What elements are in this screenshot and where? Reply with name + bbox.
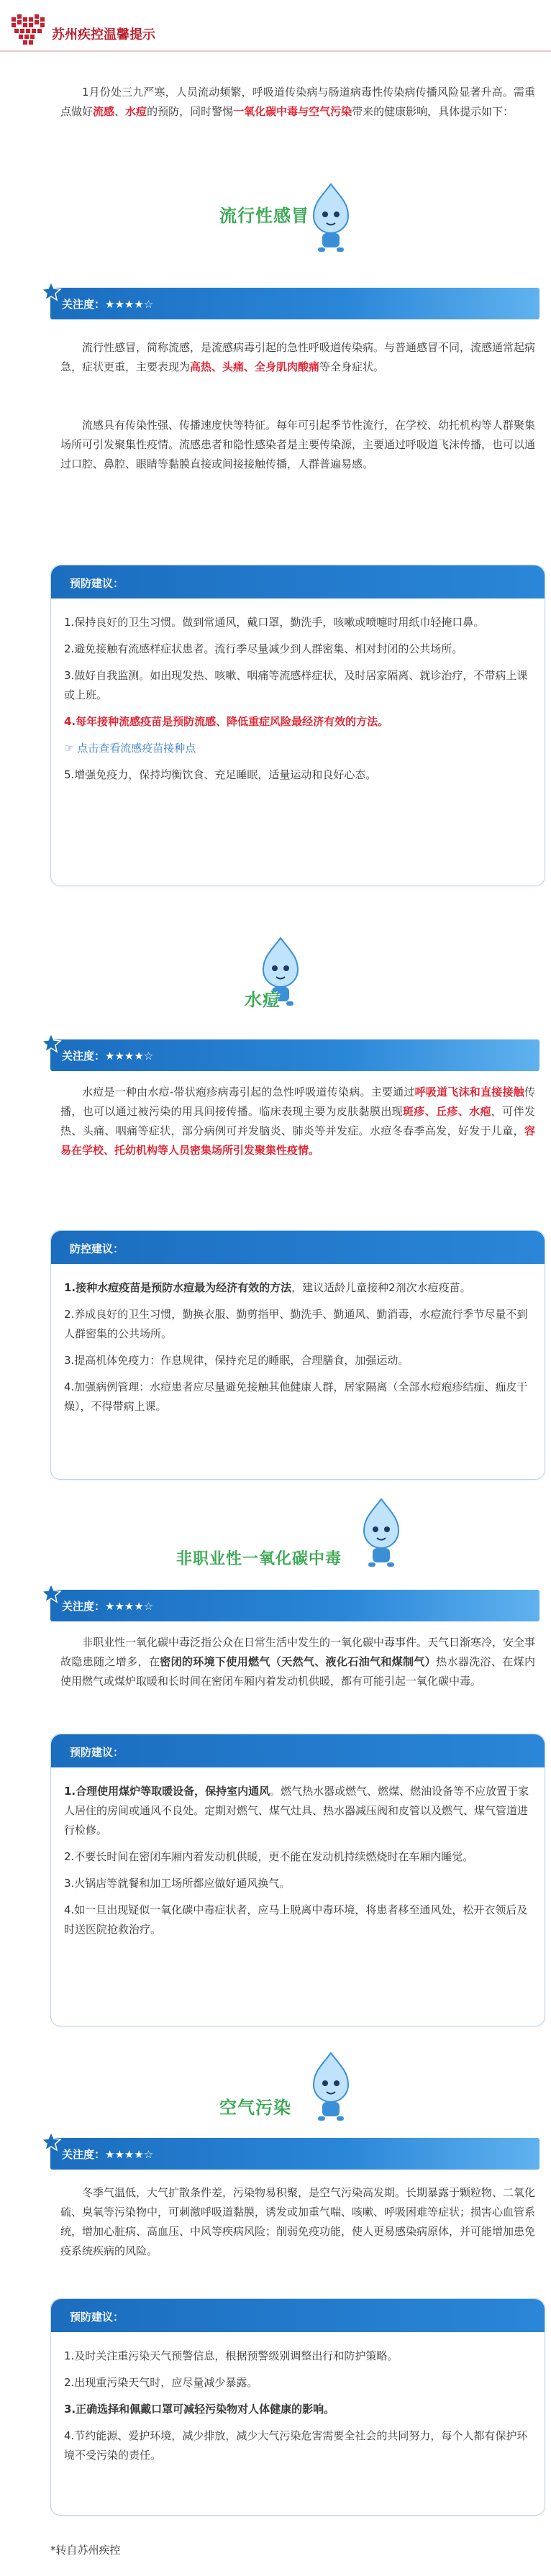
advice-header bbox=[51, 2299, 545, 2332]
focus-bar-air bbox=[50, 2138, 539, 2170]
star-badge-icon bbox=[40, 1032, 62, 1054]
advice-list bbox=[64, 613, 532, 792]
flu-paragraph-1: 流行性感冒，简称流感，是流感病毒引起的急性呼吸道传染病。与普通感冒不同，流感通常起病急，症状更重，主要表现为高热、头痛、全身肌肉酸痛等全身症状。 bbox=[60, 341, 536, 373]
header-divider bbox=[0, 50, 551, 52]
advice-header bbox=[51, 1231, 545, 1264]
mascot-icon bbox=[302, 181, 360, 253]
advice-item: 1.接种水痘疫苗是预防水痘最为经济有效的方法，建议适龄儿童接种2剂次水痘疫苗。 bbox=[64, 1281, 471, 1294]
advice-list bbox=[64, 2347, 532, 2472]
co-paragraph: 非职业性一氧化碳中毒泛指公众在日常生活中发生的一氧化碳中毒事件。天气日渐寒冷，安全事故隐患随之增多，在密闭的环境下使用燃气（天然气、液化石油气和煤制气）热水器洗浴、在煤内使用燃气或煤炉取暖和长时间在密闭车厢内着发动机供暖，都有可能引起一氧化碳中毒。 bbox=[60, 1636, 536, 1688]
star-badge-icon bbox=[40, 281, 62, 302]
advice-item: 1.及时关注重污染天气预警信息，根据预警级别调整出行和防护策略。 bbox=[64, 2349, 399, 2362]
advice-item: 3.正确选择和佩戴口罩可减轻污染物对人体健康的影响。 bbox=[64, 2403, 335, 2416]
section-title-co: 非职业性一氧化碳中毒 bbox=[176, 1550, 342, 1568]
advice-box-flu bbox=[50, 565, 545, 886]
advice-title: 预防建议： bbox=[70, 1746, 124, 1759]
advice-item: 3.做好自我监测。如出现发热、咳嗽、咽痛等流感样症状，及时居家隔离、就诊治疗，不带病上课或上班。 bbox=[64, 669, 528, 701]
focus-rating: 关注度：★★★★☆ bbox=[62, 1050, 154, 1062]
advice-item: 2.不要长时间在密闭车厢内着发动机供暖，更不能在发动机持续燃烧时在车厢内睡觉。 bbox=[64, 1850, 474, 1863]
advice-header bbox=[51, 1734, 545, 1767]
advice-box-co bbox=[50, 1734, 545, 2026]
advice-list bbox=[64, 1782, 532, 1947]
mascot-icon bbox=[302, 2050, 360, 2122]
page-title: 苏州疾控温馨提示 bbox=[52, 27, 155, 42]
intro-paragraph: 1月份处三九严寒，人员流动频繁，呼吸道传染病与肠道病毒性传染病传播风险显著升高。需重点做好流感、水痘的预防，同时警惕一氧化碳中毒与空气污染带来的健康影响，具体提示如下： bbox=[60, 86, 535, 118]
advice-item-vaccine: 4.每年接种流感疫苗是预防流感、降低重症风险最经济有效的方法。 bbox=[64, 715, 389, 728]
advice-title: 预防建议： bbox=[70, 2311, 124, 2324]
vaccine-site-link[interactable]: ☞ 点击查看流感疫苗接种点 bbox=[64, 742, 196, 755]
section-title-flu: 流行性感冒 bbox=[219, 206, 309, 226]
source-note: *转自苏州疾控 bbox=[50, 2544, 121, 2557]
heart-logo-icon bbox=[7, 10, 46, 49]
advice-item: 3.火锅店等就餐和加工场所都应做好通风换气。 bbox=[64, 1877, 291, 1890]
advice-title: 预防建议： bbox=[70, 577, 124, 590]
advice-item: 5.增强免疫力，保持均衡饮食、充足睡眠，适量运动和良好心态。 bbox=[64, 768, 377, 781]
focus-rating: 关注度：★★★★☆ bbox=[62, 2148, 154, 2161]
mascot-icon bbox=[352, 1496, 410, 1568]
advice-header bbox=[51, 565, 545, 599]
section-title-air: 空气污染 bbox=[219, 2098, 291, 2118]
advice-item: 1.合理使用煤炉等取暖设备，保持室内通风。燃气热水器或燃气、燃煤、燃油设备等不应放置于家人居住的房间或通风不良处。定期对燃气、煤气灶具、热水器减压阀和皮管以及燃气、煤气管道进行检修。 bbox=[64, 1785, 529, 1837]
advice-list bbox=[64, 1278, 532, 1424]
advice-title: 防控建议： bbox=[70, 1242, 124, 1255]
advice-item: 3.提高机体免疫力：作息规律，保持充足的睡眠，合理膳食，加强运动。 bbox=[64, 1354, 409, 1367]
advice-item: 2.避免接触有流感样症状患者。流行季尽量减少到人群密集、相对封闭的公共场所。 bbox=[64, 642, 463, 655]
advice-item: 2.养成良好的卫生习惯，勤换衣服、勤剪指甲、勤洗手、勤通风、勤消毒，水痘流行季节尽量不到人群密集的公共场所。 bbox=[64, 1308, 528, 1340]
air-paragraph: 冬季气温低，大气扩散条件差，污染物易积聚，是空气污染高发期。长期暴露于颗粒物、二氧化硫、臭氧等污染物中，可刺激呼吸道黏膜，诱发或加重气喘、咳嗽、呼吸困难等症状；损害心血管系统，增加心脏病、高血压、中风等疾病风险；削弱免疫功能，使人更易感染病原体，并可能增加患免疫系统疾病的风险。 bbox=[60, 2186, 536, 2257]
focus-rating: 关注度：★★★★☆ bbox=[62, 1600, 154, 1613]
advice-item: 4.加强病例管理：水痘患者应尽量避免接触其他健康人群，居家隔离（全部水痘疱疹结痂、痂皮干燥），不得带病上课。 bbox=[64, 1380, 528, 1413]
advice-item: 1.保持良好的卫生习惯。做到常通风，戴口罩，勤洗手，咳嗽或喷嚏时用纸巾轻掩口鼻。 bbox=[64, 616, 485, 629]
advice-item: 2.出现重污染天气时，应尽量减少暴露。 bbox=[64, 2376, 258, 2389]
star-badge-icon bbox=[40, 1583, 62, 1604]
focus-bar-flu bbox=[50, 288, 539, 319]
varicella-paragraph: 水痘是一种由水痘-带状疱疹病毒引起的急性呼吸道传染病。主要通过呼吸道飞沫和直接接触传播，也可以通过被污染的用具间接传播。临床表现主要为皮肤黏膜出现斑疹、丘疹、水疱，可伴发热、头痛、咽痛等症状，部分病例可并发脑炎、肺炎等并发症。水痘冬春季高发，好发于儿童，容易在学校、托幼机构等人员密集场所引发聚集性疫情。 bbox=[60, 1086, 535, 1157]
advice-box-air bbox=[50, 2298, 545, 2516]
star-badge-icon bbox=[40, 2131, 62, 2152]
focus-bar-co bbox=[50, 1590, 539, 1621]
focus-bar-varicella bbox=[50, 1039, 539, 1071]
focus-rating: 关注度：★★★★☆ bbox=[62, 298, 154, 311]
advice-item: 4.如一旦出现疑似一氧化碳中毒症状者，应马上脱离中毒环境，将患者移至通风处，松开衣领后及时送医院抢救治疗。 bbox=[64, 1903, 528, 1936]
section-title-varicella: 水痘 bbox=[245, 990, 281, 1010]
advice-box-varicella bbox=[50, 1230, 545, 1480]
advice-item: 4.节约能源、爱护环境，减少排放，减少大气污染危害需要全社会的共同努力，每个人都有保护环境不受污染的责任。 bbox=[64, 2429, 528, 2462]
flu-paragraph-2: 流感具有传染性强、传播速度快等特征。每年可引起季节性流行，在学校、幼托机构等人群聚集场所可引发聚集性疫情。流感患者和隐性感染者是主要传染源，主要通过呼吸道飞沫传播，也可以通过口腔、鼻腔、眼睛等黏膜直接或间接接触传播，人群普遍易感。 bbox=[60, 419, 536, 470]
